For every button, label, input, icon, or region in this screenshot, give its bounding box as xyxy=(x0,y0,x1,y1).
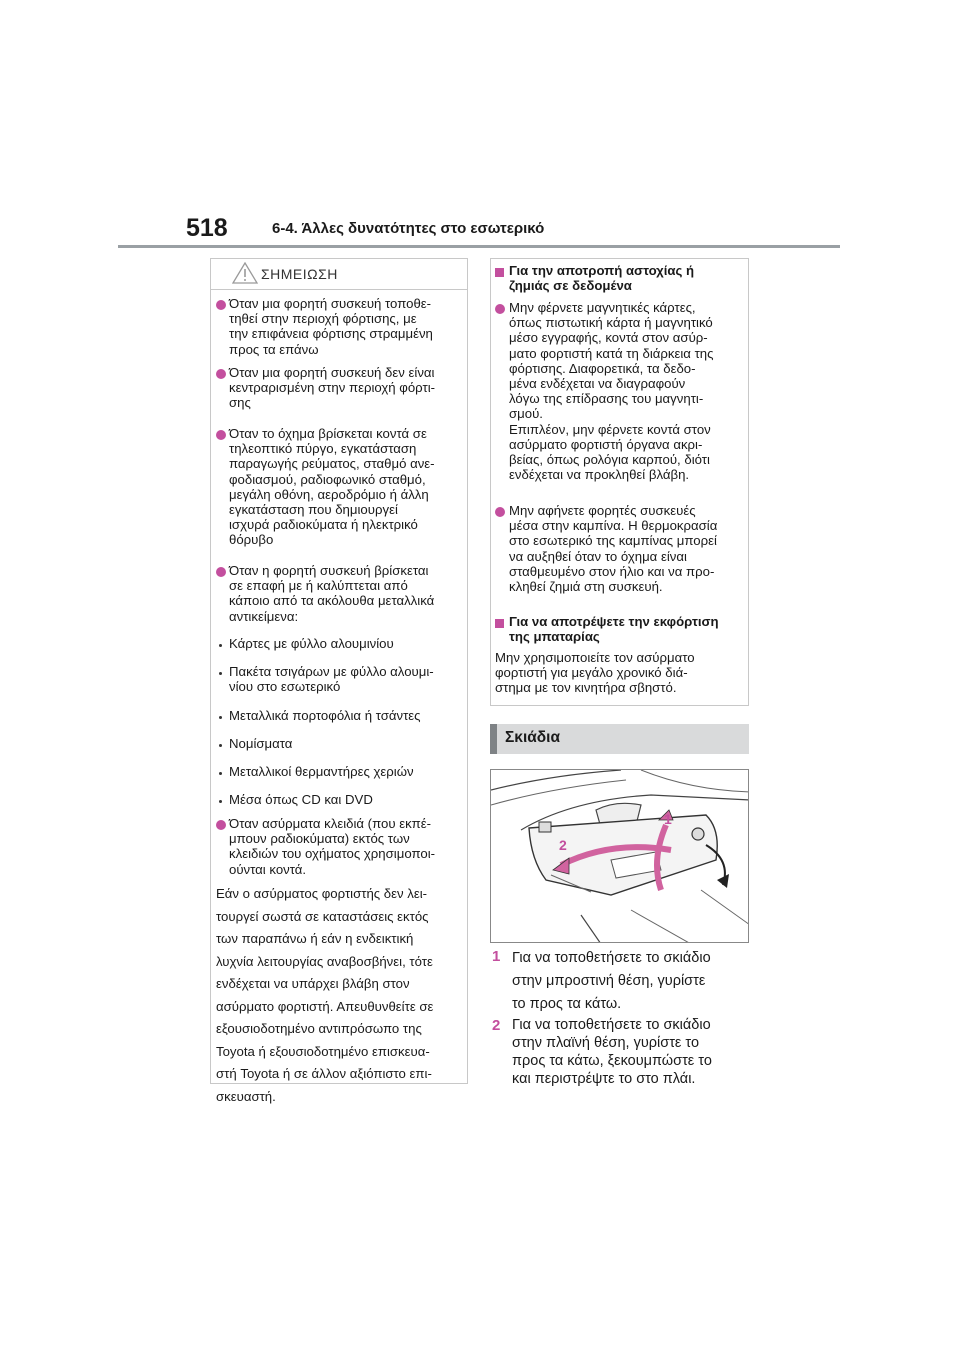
sub-bullet-icon xyxy=(219,744,222,747)
notice-divider xyxy=(211,289,467,290)
notice-item: Όταν μια φορητή συσκευή τοποθε- τηθεί στην περιοχή φόρτισης, με την επιφάνεια φόρτισης στραμμένη προς τα επάνω xyxy=(229,296,433,357)
section-heading-bar xyxy=(490,724,497,754)
sub-bullet-icon xyxy=(219,644,222,647)
page-number: 518 xyxy=(186,214,228,242)
info-paragraph: Μην χρησιμοποιείτε τον ασύρματο φορτιστή για μεγάλο χρονικό διά- στημα με τον κινητήρα σβηστό. xyxy=(495,650,695,696)
step-number: 1 xyxy=(492,948,501,965)
sub-bullet-icon xyxy=(219,716,222,719)
bullet-icon xyxy=(216,567,226,577)
info-item: Μην αφήνετε φορητές συσκευές μέσα στην καμπίνα. Η θερμοκρασία στο εσωτερικό της καμπίνας μπορεί να αυξηθεί όταν το όχημα είναι σταθμευμένο στον ήλιο και να προ- κληθεί ζημιά στη συσκευή. xyxy=(509,503,718,595)
notice-paragraph: Εάν ο ασύρματος φορτιστής δεν λει- τουργεί σωστά σε καταστάσεις εκτός των παραπάνω ή εάν η ενδεικτική λυχνία λειτουργίας αναβοσβήνει, τότε ενδέχεται να υπάρχει βλάβη στον ασύρματο φορτιστή. Απευθυνθείτε σε εξουσιοδοτημένο αντιπρόσωπο της Toyota ή εξουσιοδοτημένο επισκευα- στή Toyota ή σε άλλον αξιόπιστο επι- σκευαστή. xyxy=(216,886,434,1104)
notice-header xyxy=(211,259,467,289)
sub-bullet-icon xyxy=(219,800,222,803)
bullet-icon xyxy=(216,300,226,310)
section-heading xyxy=(490,724,749,754)
sun-visor-drawing xyxy=(491,770,749,943)
step-number: 2 xyxy=(492,1017,501,1034)
bullet-icon xyxy=(216,369,226,379)
notice-item: Όταν μια φορητή συσκευή δεν είναι κεντραρισμένη στην περιοχή φόρτι- σης xyxy=(229,365,436,411)
warning-triangle-icon xyxy=(232,262,258,284)
notice-subitem: Πακέτα τσιγάρων με φύλλο αλουμι- νίου στο εσωτερικό xyxy=(229,664,434,695)
section-title: 6-4. Άλλες δυνατότητες στο εσωτερικό xyxy=(272,220,545,237)
figure-label-1: 1 xyxy=(664,811,672,827)
bullet-icon xyxy=(495,304,505,314)
square-bullet-icon xyxy=(495,619,504,628)
bullet-icon xyxy=(495,507,505,517)
notice-subitem: Μεταλλικοί θερμαντήρες χεριών xyxy=(229,764,414,779)
notice-item: Όταν το όχημα βρίσκεται κοντά σε τηλεοπτικό πύργο, εγκατάσταση παραγωγής ρεύματος, σταθμό ανε- φοδιασμού, ραδιοφωνικό σταθμό, μεγάλη οθόνη, αεροδρόμιο ή άλλη εγκατάσταση που δημιουργεί ισχυρά ραδιοκύματα ή ηλεκτρικό θόρυβο xyxy=(229,426,435,548)
bullet-icon xyxy=(216,820,226,830)
subheading: Για να αποτρέψετε την εκφόρτιση της μπαταρίας xyxy=(509,614,719,645)
notice-subitem: Κάρτες με φύλλο αλουμινίου xyxy=(229,636,394,651)
sun-visor-illustration xyxy=(490,769,749,943)
bullet-icon xyxy=(216,430,226,440)
section-heading-title: Σκιάδια xyxy=(505,729,561,746)
notice-item: Όταν ασύρματα κλειδιά (που εκπέ- μπουν ραδιοκύματα) εκτός των κλειδιών του οχήματος χρησιμοποι- ούνται κοντά. xyxy=(229,816,436,877)
figure-label-2: 2 xyxy=(559,837,567,853)
sub-bullet-icon xyxy=(219,772,222,775)
notice-box xyxy=(210,258,468,1104)
info-box xyxy=(490,258,749,706)
header-divider xyxy=(118,245,840,248)
notice-subitem: Νομίσματα xyxy=(229,736,293,751)
square-bullet-icon xyxy=(495,268,504,277)
step-text: Για να τοποθετήσετε το σκιάδιο στην πλαϊνή θέση, γυρίστε το προς τα κάτω, ξεκουμπώστε το και περιστρέψτε το στο πλάι. xyxy=(512,1017,712,1087)
subheading: Για την αποτροπή αστοχίας ή ζημιάς σε δεδομένα xyxy=(509,263,695,294)
sub-bullet-icon xyxy=(219,672,222,675)
step-text: Για να τοποθετήσετε το σκιάδιο στην μπροστινή θέση, γυρίστε το προς τα κάτω. xyxy=(512,950,711,1012)
info-item: Μην φέρνετε μαγνητικές κάρτες, όπως πιστωτική κάρτα ή μαγνητικό μέσο εγγραφής, κοντά στον ασύρ- ματο φορτιστή κατά τη διάρκεια της φόρτισης. Διαφορετικά, τα δεδο- μένα ενδέχεται να διαγραφούν λόγω της επίδρασης του μαγνητι- σμού. Επιπλέον, μην φέρνετε κοντά στον ασύρματο φορτιστή όργανα ακρι- βείας, όπως ρολόγια καρπού, διότι ενδέχεται να προκληθεί βλάβη. xyxy=(509,300,714,483)
notice-subitem: Μέσα όπως CD και DVD xyxy=(229,792,373,807)
notice-title: ΣΗΜΕΙΩΣΗ xyxy=(261,266,338,282)
notice-item: Όταν η φορητή συσκευή βρίσκεται σε επαφή με ή καλύπτεται από κάποιο από τα ακόλουθα μεταλλικά αντικείμενα: xyxy=(229,563,435,624)
notice-subitem: Μεταλλικά πορτοφόλια ή τσάντες xyxy=(229,708,421,723)
